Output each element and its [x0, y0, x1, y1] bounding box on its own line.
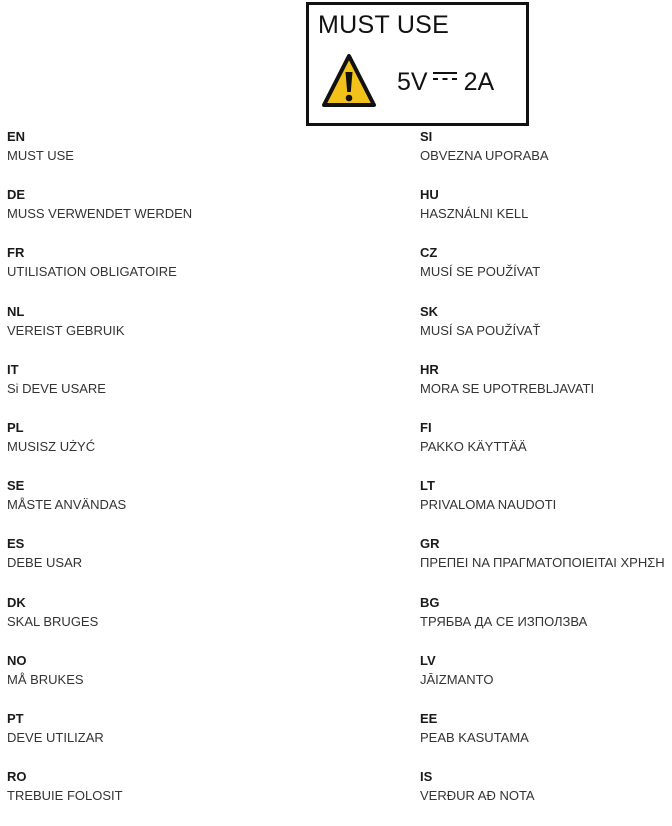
translation-entry [7, 710, 307, 768]
translation-entry [7, 768, 307, 826]
translated-phrase: MÅ BRUKES [7, 671, 84, 687]
translated-phrase: PRIVALOMA NAUDOTI [420, 497, 557, 513]
translation-entry [7, 128, 307, 186]
voltage-value: 5V [397, 68, 428, 96]
translated-phrase: MUSÍ SA POUŽÍVAŤ [420, 322, 541, 338]
translation-entry [420, 652, 672, 710]
translation-entry [420, 710, 672, 768]
language-code: RO [7, 769, 27, 785]
translation-entry [7, 244, 307, 302]
must-use-label [306, 2, 529, 126]
translated-phrase: MUSISZ UŻYĆ [7, 438, 96, 454]
language-code: SI [420, 129, 433, 144]
translation-entry [420, 186, 672, 244]
warning-triangle-icon [321, 50, 377, 112]
translated-phrase: ΠΡΕΠΕΙ ΝΑ ΠΡΑΓΜΑΤΟΠΟΙΕΙΤΑΙ ΧΡΗΣΗ [420, 555, 665, 571]
language-code: BG [420, 594, 440, 610]
translated-phrase: VERÐUR AÐ NOTA [420, 788, 535, 804]
translation-entry [420, 128, 672, 186]
language-code: PL [7, 419, 24, 435]
translated-phrase: MUSS VERWENDET WERDEN [7, 206, 193, 222]
language-code: ES [7, 536, 25, 552]
translated-phrase: UTILISATION OBLIGATOIRE [7, 264, 177, 280]
translated-phrase: MUSÍ SE POUŽÍVAT [420, 264, 541, 280]
translated-phrase: PEAB KASUTAMA [420, 729, 529, 745]
translated-phrase: HASZNÁLNI KELL [420, 206, 529, 222]
language-code: PT [7, 710, 24, 726]
dc-current-symbol-icon [432, 71, 458, 83]
translations-left-column [7, 128, 307, 826]
language-code: NL [7, 303, 25, 319]
language-code: GR [420, 536, 440, 552]
power-rating [397, 68, 494, 97]
translation-entry [7, 535, 307, 593]
translation-entry [7, 594, 307, 652]
translated-phrase: SKAL BRUGES [7, 613, 99, 629]
translated-phrase: PAKKO KÄYTTÄÄ [420, 438, 527, 454]
language-code: IS [420, 769, 433, 785]
language-code: DE [7, 187, 26, 203]
translated-phrase: MORA SE UPOTREBLJAVATI [420, 380, 595, 396]
language-code: EN [7, 129, 26, 144]
translated-phrase: TREBUIE FOLOSIT [7, 788, 123, 804]
translation-entry [420, 535, 672, 593]
language-code: FI [420, 419, 432, 435]
translation-entry [7, 652, 307, 710]
language-code: CZ [420, 245, 438, 261]
translation-entry [420, 419, 672, 477]
language-code: DK [7, 594, 26, 610]
translated-phrase: ТРЯБВА ДА СЕ ИЗПОЛЗВА [420, 613, 588, 629]
translation-entry [7, 186, 307, 244]
language-code: SE [7, 478, 25, 494]
translated-phrase: MÅSTE ANVÄNDAS [7, 497, 127, 513]
language-code: LV [420, 652, 436, 668]
translation-entry [420, 244, 672, 302]
translated-phrase: DEBE USAR [7, 555, 83, 571]
language-code: IT [7, 361, 19, 377]
translated-phrase: JĀIZMANTO [420, 671, 494, 687]
translation-entry [420, 303, 672, 361]
translated-phrase: VEREIST GEBRUIK [7, 322, 125, 338]
translation-entry [420, 477, 672, 535]
language-code: FR [7, 245, 25, 261]
translation-entry [420, 768, 672, 826]
translation-entry [7, 361, 307, 419]
translation-entry [7, 303, 307, 361]
translation-entry [420, 594, 672, 652]
translation-entry [7, 419, 307, 477]
translated-phrase: DEVE UTILIZAR [7, 729, 104, 745]
language-code: LT [420, 478, 435, 494]
translations-right-column [420, 128, 672, 826]
translation-entry [7, 477, 307, 535]
current-value: 2A [463, 68, 495, 96]
language-code: HR [420, 361, 439, 377]
language-code: EE [420, 710, 438, 726]
translated-phrase: Si DEVE USARE [7, 380, 106, 396]
translated-phrase: OBVEZNA UPORABA [420, 148, 549, 163]
language-code: HU [420, 187, 439, 203]
language-code: SK [420, 303, 439, 319]
label-title: MUST USE [318, 11, 450, 39]
language-code: NO [7, 652, 27, 668]
translation-entry [420, 361, 672, 419]
translated-phrase: MUST USE [7, 148, 74, 163]
